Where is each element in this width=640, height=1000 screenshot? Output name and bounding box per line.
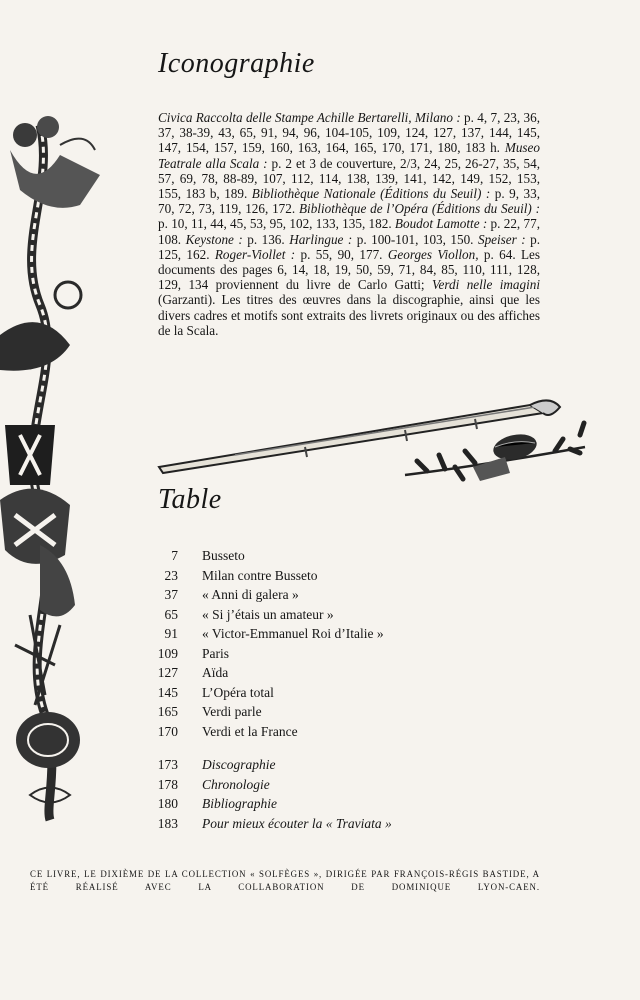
credit-pages: p. 64. Les documents des pages 6, 14, 18, 19, 50, 59, 71, 84, 85, 110, 111, 128, 129, 134 proviennent du livre de Carlo Gatti;	[158, 246, 541, 293]
credit-source: Museo Teatrale alla Scala :	[158, 140, 540, 171]
toc-entry-title: Discographie	[202, 757, 276, 772]
credit-source: Bibliothèque de l’Opéra (Éditions du Seuil) :	[298, 201, 541, 217]
toc-page-number: 145	[157, 684, 178, 700]
toc-entry-title: Chronologie	[202, 776, 270, 792]
toc-appendix-row	[148, 755, 468, 775]
toc-chapter-row	[148, 546, 468, 566]
credit-source: Civica Raccolta delle Stampe Achille Bertarelli, Milano :	[158, 110, 461, 125]
toc-page-number: 178	[157, 776, 178, 792]
toc-entry-title: Verdi et la France	[202, 723, 298, 739]
credit-source: Harlingue :	[289, 231, 353, 247]
credit-source: Georges Viollon,	[387, 246, 479, 262]
toc-entry-title: « Victor-Emmanuel Roi d’Italie »	[202, 626, 384, 641]
toc-entry-title: L’Opéra total	[202, 684, 274, 700]
toc-page-number: 109	[157, 645, 178, 661]
credit-pages: p. 4, 7, 23, 36, 37, 38-39, 43, 65, 91, 94, 96, 104-105, 109, 124, 127, 137, 144, 145, 147, 154, 157, 159, 160, 163, 164, 165, 170, 171, 180, 183 h.	[158, 110, 540, 156]
toc-entry-title: « Si j’étais un amateur »	[202, 606, 334, 622]
toc-spacer	[148, 741, 468, 755]
table-heading: Table	[158, 484, 222, 515]
toc-entry-title: Milan contre Busseto	[202, 567, 318, 583]
toc-page-number: 170	[157, 723, 178, 739]
toc-appendix-row	[148, 794, 468, 814]
toc-page-number: 127	[157, 665, 178, 680]
table-of-contents	[148, 546, 468, 833]
credit-pages: p. 9, 33, 70, 72, 73, 119, 126, 172.	[158, 186, 540, 217]
toc-entry-title: Busseto	[202, 548, 245, 563]
toc-entry-title: Verdi parle	[202, 704, 262, 719]
toc-page-number: 183	[157, 815, 178, 831]
toc-page-number: 180	[157, 796, 178, 811]
toc-chapter-row	[148, 663, 468, 683]
toc-appendix-row	[148, 775, 468, 795]
toc-entry-title: Bibliographie	[202, 796, 277, 811]
toc-page-number: 37	[164, 587, 178, 602]
credit-pages: p. 55, 90, 177.	[295, 246, 388, 262]
baton-laurel-illustration	[155, 395, 595, 490]
toc-page-number: 91	[164, 626, 178, 641]
toc-chapter-row	[148, 683, 468, 703]
toc-chapter-row	[148, 722, 468, 742]
credit-pages: (Garzanti). Les titres des œuvres dans la discographie, ainsi que les divers cadres et motifs sont extraits des livrets originaux ou des affiches de la Scala.	[158, 292, 540, 338]
toc-chapter-row	[148, 566, 468, 586]
toc-entry-title: Pour mieux écouter la « Traviata »	[202, 815, 392, 831]
iconographie-heading: Iconographie	[158, 48, 315, 79]
toc-page-number: 173	[157, 757, 178, 772]
toc-entry-title: Paris	[202, 645, 229, 661]
toc-chapter-row	[148, 624, 468, 644]
colophon: CE LIVRE, LE DIXIÈME DE LA COLLECTION « SOLFÈGES », DIRIGÉE PAR FRANÇOIS-RÉGIS BASTIDE, A ÉTÉ RÉALISÉ AVEC LA COLLABORATION DE DOMINIQUE LYON-CAEN.	[30, 869, 540, 892]
toc-page-number: 7	[171, 548, 178, 563]
credit-source: Roger-Viollet :	[214, 246, 296, 262]
credit-source: Boudot Lamotte :	[394, 216, 488, 232]
credit-pages: p. 136.	[242, 231, 290, 247]
toc-chapter-row	[148, 605, 468, 625]
iconographie-credits-paragraph	[158, 110, 540, 338]
ornamental-border-illustration	[0, 105, 110, 825]
credit-source: Verdi nelle imagini	[431, 277, 540, 293]
credit-pages: p. 125, 162.	[158, 231, 541, 262]
toc-chapter-row	[148, 644, 468, 664]
toc-entry-title: Aïda	[202, 665, 229, 680]
toc-entry-title: « Anni di galera »	[202, 587, 299, 602]
credit-pages: p. 10, 11, 44, 45, 53, 95, 102, 133, 135, 182.	[158, 216, 395, 232]
credit-source: Keystone :	[185, 231, 243, 247]
credit-source: Bibliothèque Nationale (Éditions du Seuil) :	[251, 186, 491, 202]
toc-page-number: 165	[157, 704, 178, 719]
toc-chapter-row	[148, 585, 468, 605]
toc-chapter-row	[148, 702, 468, 722]
toc-appendix-row	[148, 814, 468, 834]
credit-source: Speiser :	[477, 231, 526, 247]
toc-page-number: 23	[164, 567, 178, 583]
credit-pages: p. 22, 77, 108.	[158, 216, 540, 247]
credit-pages: p. 100-101, 103, 150.	[352, 231, 478, 247]
credit-pages: p. 2 et 3 de couverture, 2/3, 24, 25, 26-27, 35, 54, 57, 69, 78, 88-89, 107, 112, 114, 138, 139, 141, 142, 149, 152, 153, 155, 183 b, 189.	[158, 155, 540, 202]
toc-page-number: 65	[164, 606, 178, 622]
